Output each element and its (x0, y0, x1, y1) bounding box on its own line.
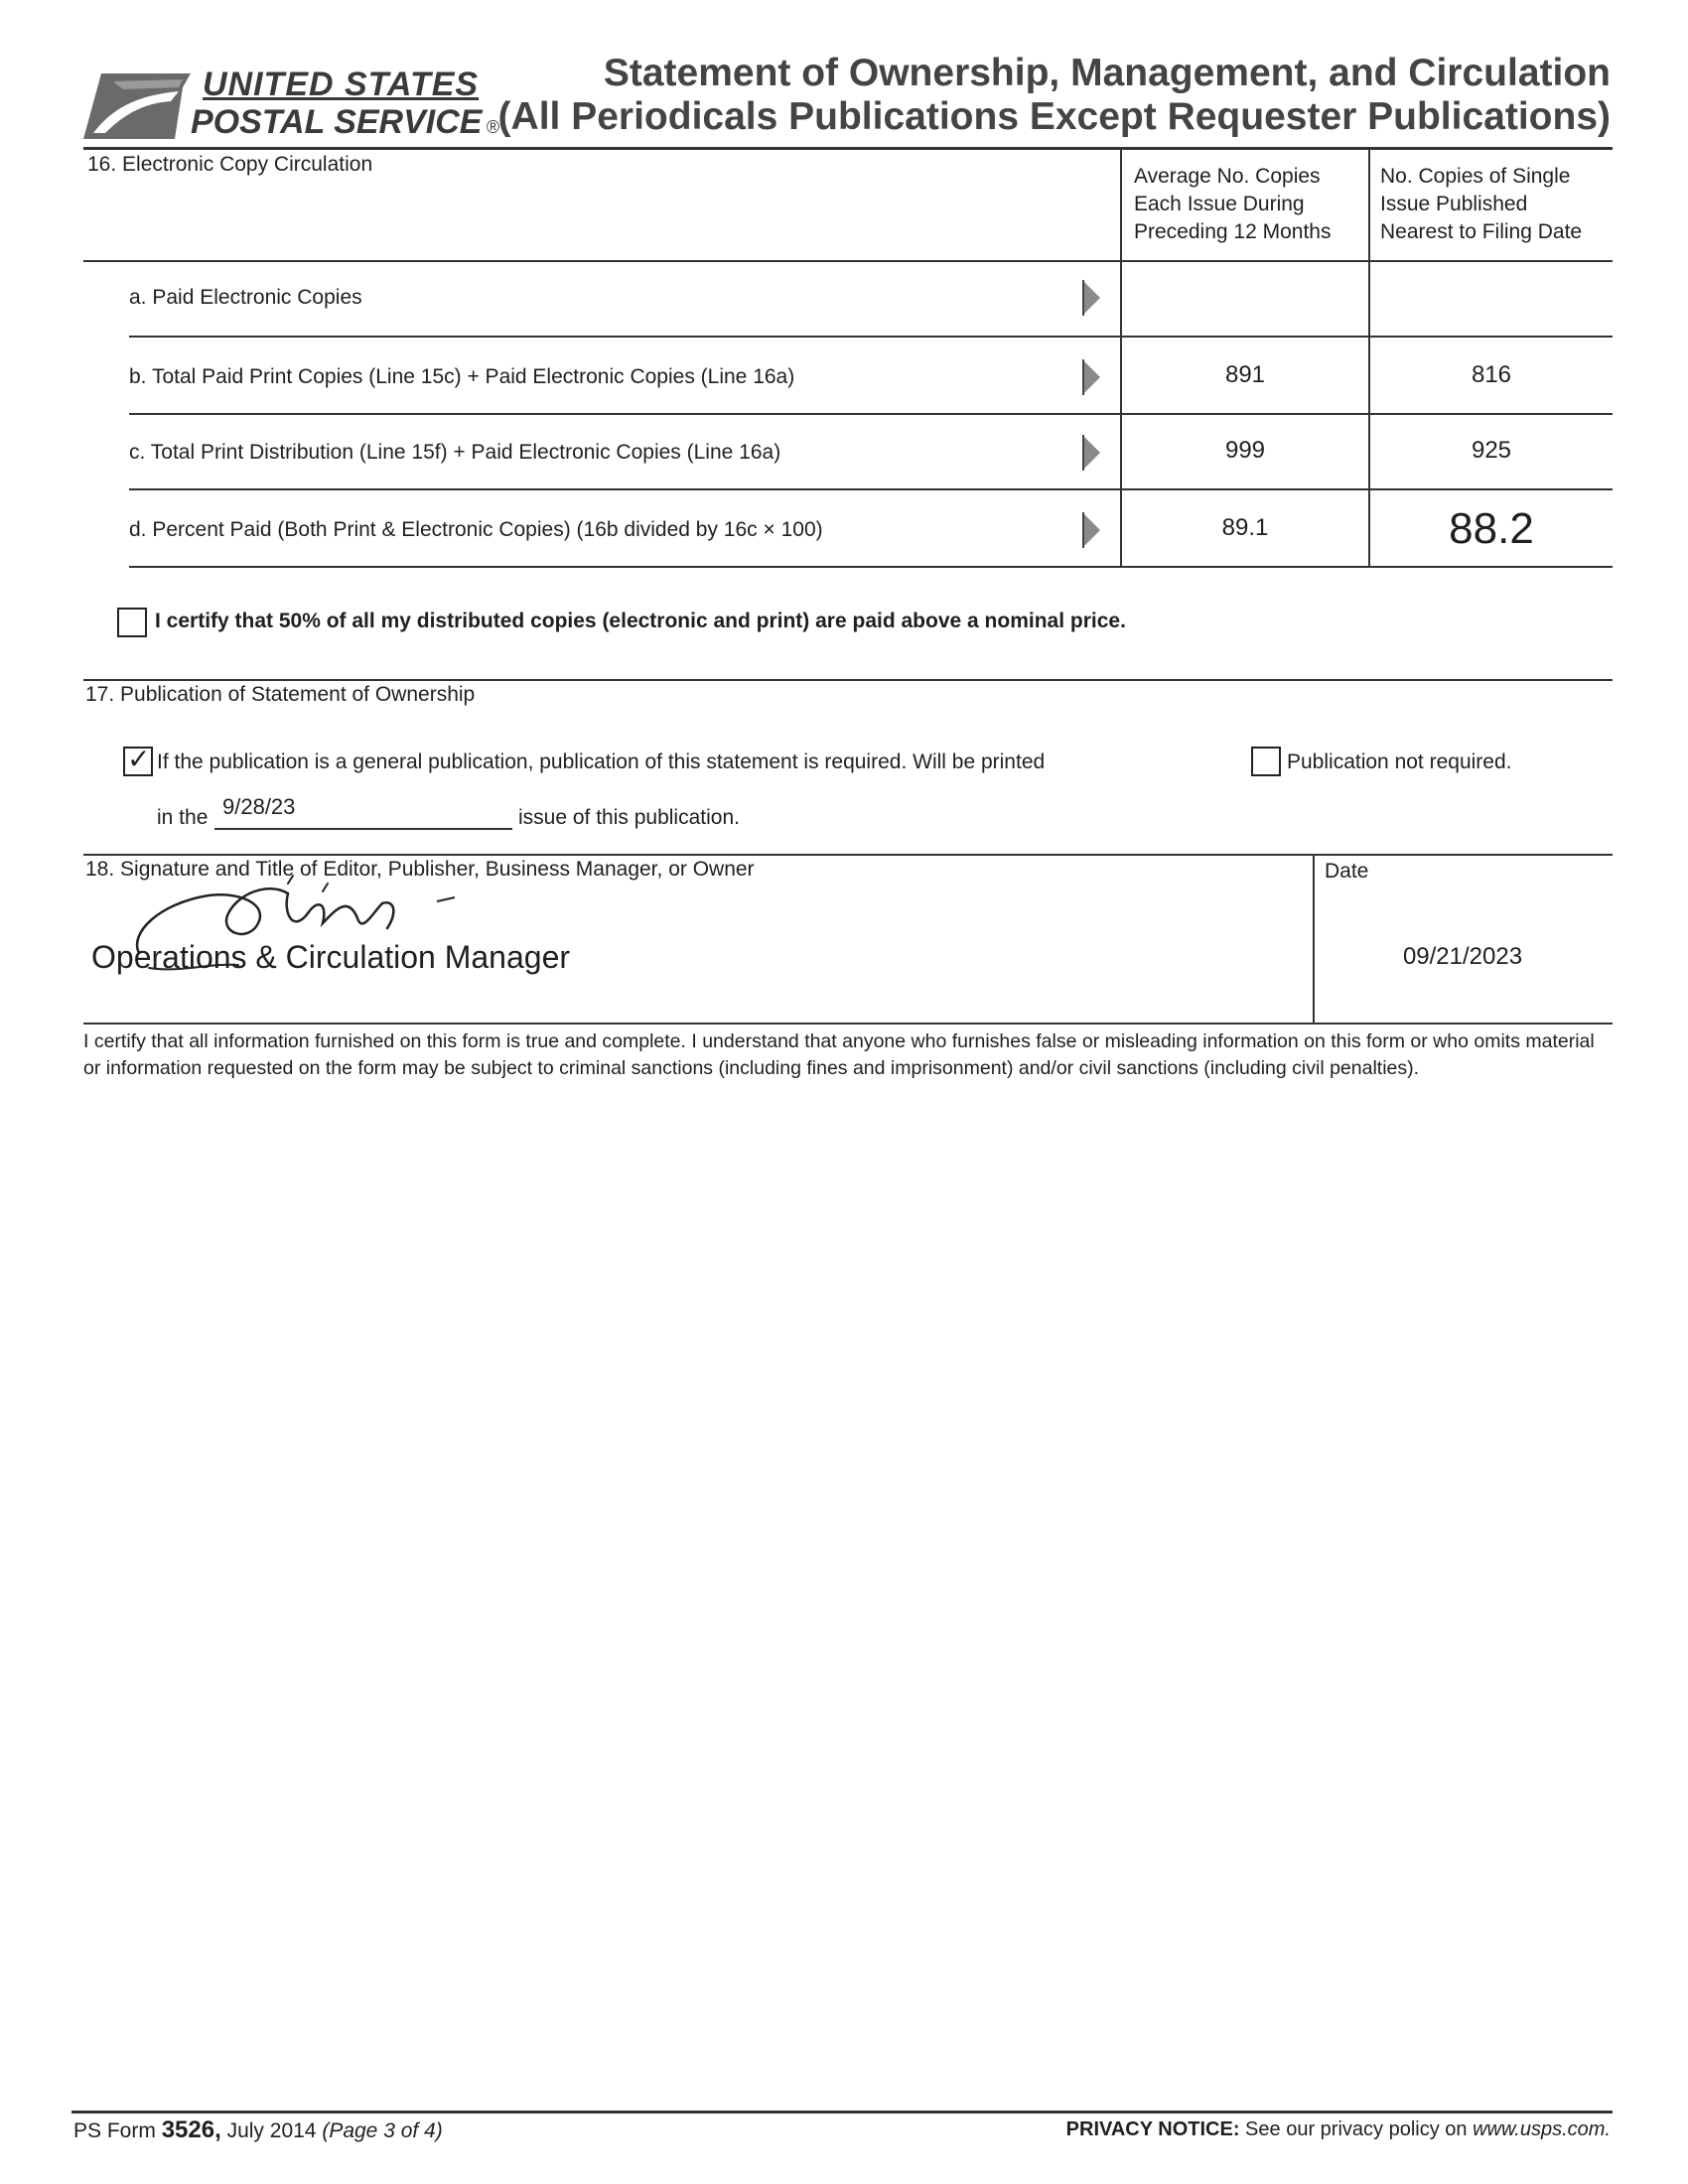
arrow-right-icon (1082, 435, 1100, 471)
row-c-single[interactable]: 925 (1471, 437, 1512, 464)
row-d-single[interactable]: 88.2 (1449, 504, 1534, 553)
form-prefix: PS Form (73, 2119, 162, 2142)
general-publication-checkbox[interactable] (123, 743, 153, 776)
form-title-line2: (All Periodicals Publications Except Requester Publications) (497, 95, 1611, 138)
issue-date-field[interactable] (214, 794, 512, 830)
form-title-line1: Statement of Ownership, Management, and Circulation (603, 52, 1611, 94)
in-the-label: in the (157, 806, 209, 829)
arrow-right-icon (1082, 280, 1100, 316)
section17-rule (83, 679, 1613, 681)
registered-mark: ® (486, 117, 500, 137)
col1-header-l1: Average No. Copies (1134, 165, 1321, 188)
checkmark-icon: ✓ (127, 743, 151, 775)
header-rule (83, 147, 1613, 150)
row-b-avg[interactable]: 891 (1224, 361, 1266, 388)
section16-header-rule (83, 260, 1613, 262)
row-b-single[interactable]: 816 (1471, 361, 1512, 388)
date-divider (1313, 854, 1315, 1023)
privacy-notice (1066, 2118, 1611, 2141)
row-c-avg[interactable]: 999 (1224, 437, 1266, 464)
form-number: 3526, (161, 2116, 221, 2143)
issue-suffix-label: issue of this publication. (518, 806, 740, 829)
col2-header (1380, 163, 1582, 246)
form-id (73, 2116, 443, 2144)
row-divider (129, 336, 1613, 338)
publication-not-required-checkbox[interactable] (1251, 747, 1281, 776)
issue-date-value: 9/28/23 (222, 794, 296, 819)
page-indicator: (Page 3 of 4) (322, 2119, 443, 2142)
col2-header-l1: No. Copies of Single (1380, 165, 1571, 188)
logo-line2-text: POSTAL SERVICE (191, 103, 483, 141)
privacy-text: See our privacy policy on (1239, 2118, 1474, 2140)
col1-header (1134, 163, 1331, 246)
arrow-right-icon (1082, 512, 1100, 548)
eagle-logo-icon (83, 68, 193, 141)
certification-rule (83, 1023, 1613, 1024)
logo-line2 (191, 103, 499, 142)
col1-header-l2: Each Issue During (1134, 193, 1305, 215)
form-date: July 2014 (220, 2119, 323, 2142)
certify-50-text: I certify that 50% of all my distributed copies (electronic and print) are paid above a nominal price. (155, 610, 1126, 632)
privacy-link[interactable]: www.usps.com. (1473, 2118, 1611, 2140)
row-d-label: d. Percent Paid (Both Print & Electronic Copies) (16b divided by 16c × 100) (129, 518, 823, 541)
signer-title[interactable]: Operations & Circulation Manager (91, 939, 571, 975)
row-d-avg[interactable]: 89.1 (1221, 514, 1269, 541)
publication-not-required-text: Publication not required. (1287, 751, 1512, 773)
col2-header-l3: Nearest to Filing Date (1380, 220, 1583, 243)
signature-date[interactable]: 09/21/2023 (1402, 943, 1523, 970)
section17-heading: 17. Publication of Statement of Ownership (85, 683, 476, 706)
footer-rule (71, 2111, 1613, 2114)
row-divider (129, 413, 1613, 415)
col-divider-2 (1368, 149, 1370, 566)
arrow-right-icon (1082, 359, 1100, 395)
section18-rule (83, 854, 1613, 856)
certify-50-checkbox[interactable] (117, 608, 147, 637)
col1-header-l3: Preceding 12 Months (1134, 220, 1332, 243)
row-a-label: a. Paid Electronic Copies (129, 286, 362, 309)
section18-heading: 18. Signature and Title of Editor, Publisher, Business Manager, or Owner (85, 858, 755, 881)
certification-text: I certify that all information furnished on this form is true and complete. I understand that anyone who furnishes false or misleading information on this form or who omits material or information requested on the form may be subject to criminal sanctions (including fines and imprisonment) and/or civil sanctions (including civil penalties). (83, 1030, 1595, 1079)
col-divider-1 (1120, 149, 1122, 566)
logo-line1: UNITED STATES (203, 66, 480, 103)
date-label: Date (1325, 860, 1369, 883)
section16-heading: 16. Electronic Copy Circulation (87, 153, 373, 176)
privacy-label: PRIVACY NOTICE: (1065, 2118, 1240, 2140)
general-publication-text: If the publication is a general publication, publication of this statement is required. Will be printed (157, 751, 1046, 773)
row-divider (129, 566, 1613, 568)
row-b-label: b. Total Paid Print Copies (Line 15c) + Paid Electronic Copies (Line 16a) (129, 365, 795, 388)
col2-header-l2: Issue Published (1380, 193, 1528, 215)
row-c-label: c. Total Print Distribution (Line 15f) + Paid Electronic Copies (Line 16a) (129, 441, 781, 464)
usps-logo (83, 66, 500, 145)
row-divider (129, 488, 1613, 490)
